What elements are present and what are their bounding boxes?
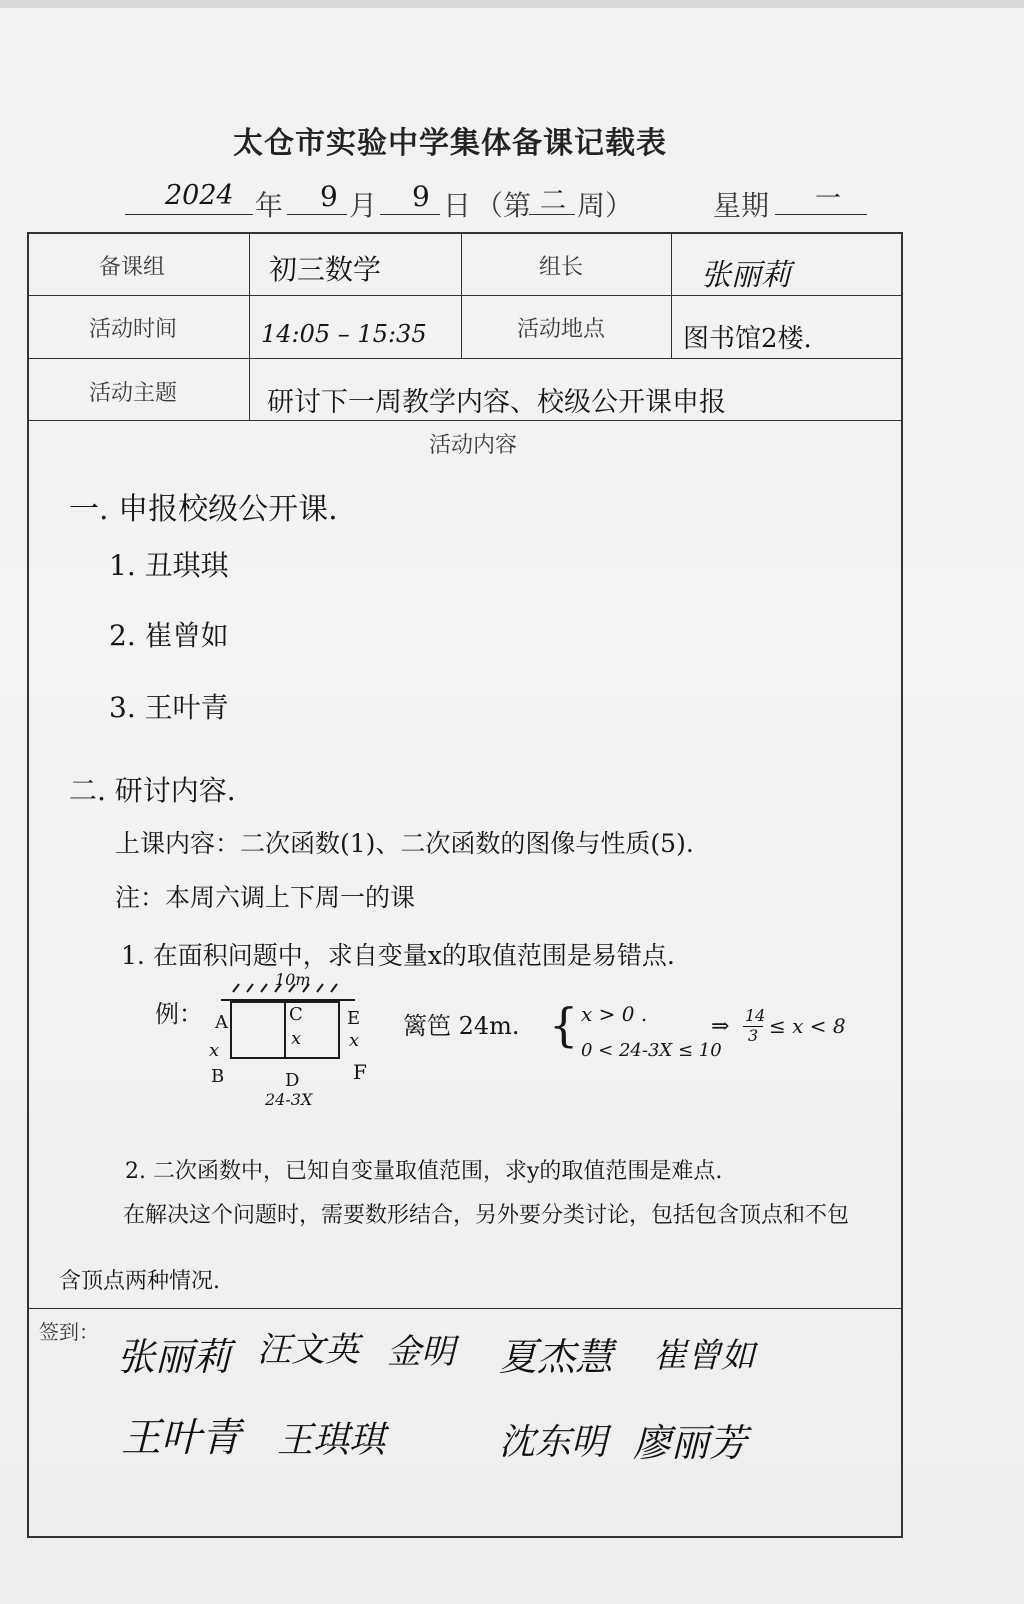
section1-title: 一. 申报校级公开课. xyxy=(69,492,338,527)
nominee-item: 2. 崔曾如 xyxy=(109,619,229,652)
nominee-item: 3. 王叶青 xyxy=(109,691,229,724)
theme-value: 研讨下一周教学内容、校级公开课申报 xyxy=(267,387,726,418)
date-weekday: 一 xyxy=(815,184,842,214)
theme-label: 活动主题 xyxy=(89,381,178,406)
side-x-right: x xyxy=(349,1030,360,1051)
point-c: C xyxy=(289,1004,303,1025)
date-month: 9 xyxy=(320,180,338,213)
point2-continued: 在解决这个问题时，需要数形结合，另外要分类讨论，包括包含顶点和不包 xyxy=(123,1203,850,1228)
date-line xyxy=(125,178,895,224)
side-x-mid: x xyxy=(291,1028,302,1049)
inequality-1: x > 0 . xyxy=(581,1002,648,1026)
day-label: 日 xyxy=(443,189,472,222)
signature: 金明 xyxy=(387,1332,455,1372)
fraction-numerator: 14 xyxy=(745,1006,766,1025)
date-week: 二 xyxy=(540,186,567,216)
inequality-2: 0 < 24-3X ≤ 10 xyxy=(581,1040,722,1061)
lesson-line: 上课内容：二次函数(1)、二次函数的图像与性质(5). xyxy=(115,829,694,858)
signin-label: 签到： xyxy=(39,1320,99,1344)
time-label: 活动时间 xyxy=(89,317,178,342)
signature: 夏杰慧 xyxy=(499,1335,614,1379)
point2-continued-2: 含顶点两种情况. xyxy=(59,1269,220,1294)
signature: 沈东明 xyxy=(499,1422,608,1463)
signature: 廖丽芳 xyxy=(633,1421,748,1465)
place-label: 活动地点 xyxy=(517,317,606,342)
result-range: ≤ x < 8 xyxy=(769,1014,846,1038)
record-table xyxy=(27,232,903,1538)
fraction-denominator: 3 xyxy=(748,1026,759,1045)
content-label: 活动内容 xyxy=(429,433,518,458)
point-b: B xyxy=(211,1066,225,1087)
fence-diagram xyxy=(199,970,369,1110)
signature: 汪文英 xyxy=(257,1330,359,1370)
diagram-top-length: 10m xyxy=(275,970,311,989)
date-day: 9 xyxy=(412,180,430,213)
implies-arrow: ⇒ xyxy=(711,1014,730,1039)
point-d: D xyxy=(285,1070,300,1091)
point-a: A xyxy=(215,1012,228,1033)
side-x-left: x xyxy=(209,1040,220,1061)
year-label: 年 xyxy=(255,189,284,222)
signature: 王叶青 xyxy=(121,1415,241,1461)
brace-icon: { xyxy=(549,998,579,1052)
month-label: 月 xyxy=(349,189,378,222)
weekday-label: 星期 xyxy=(713,189,770,222)
date-year: 2024 xyxy=(165,180,234,211)
week-open: （第 xyxy=(475,189,532,222)
point2-line: 2. 二次函数中，已知自变量取值范围，求y的取值范围是难点. xyxy=(125,1159,723,1184)
fence-length: 篱笆 24m. xyxy=(403,1012,520,1040)
signature: 张丽莉 xyxy=(117,1335,232,1379)
leader-value: 张丽莉 xyxy=(701,258,791,293)
place-value: 图书馆2楼. xyxy=(683,324,812,354)
example-label: 例： xyxy=(155,1000,203,1028)
signature: 崔曾如 xyxy=(653,1336,755,1376)
point1-line: 1. 在面积问题中，求自变量x的取值范围是易错点. xyxy=(121,941,675,970)
week-close: 周） xyxy=(577,189,634,222)
note-line: 注：本周六调上下周一的课 xyxy=(115,883,416,912)
point-f: F xyxy=(353,1060,367,1084)
point-e: E xyxy=(347,1008,361,1029)
leader-label: 组长 xyxy=(539,255,584,280)
signature: 王琪琪 xyxy=(277,1420,386,1461)
form-title: 太仓市实验中学集体备课记载表 xyxy=(233,126,667,161)
group-value: 初三数学 xyxy=(269,253,382,286)
time-value: 14:05 – 15:35 xyxy=(261,320,427,348)
top-edge xyxy=(0,0,1024,8)
diagram-bottom-length: 24-3X xyxy=(265,1090,313,1109)
nominee-item: 1. 丑琪琪 xyxy=(109,549,229,582)
group-label: 备课组 xyxy=(99,255,166,280)
section2-title: 二. 研讨内容. xyxy=(69,774,236,807)
